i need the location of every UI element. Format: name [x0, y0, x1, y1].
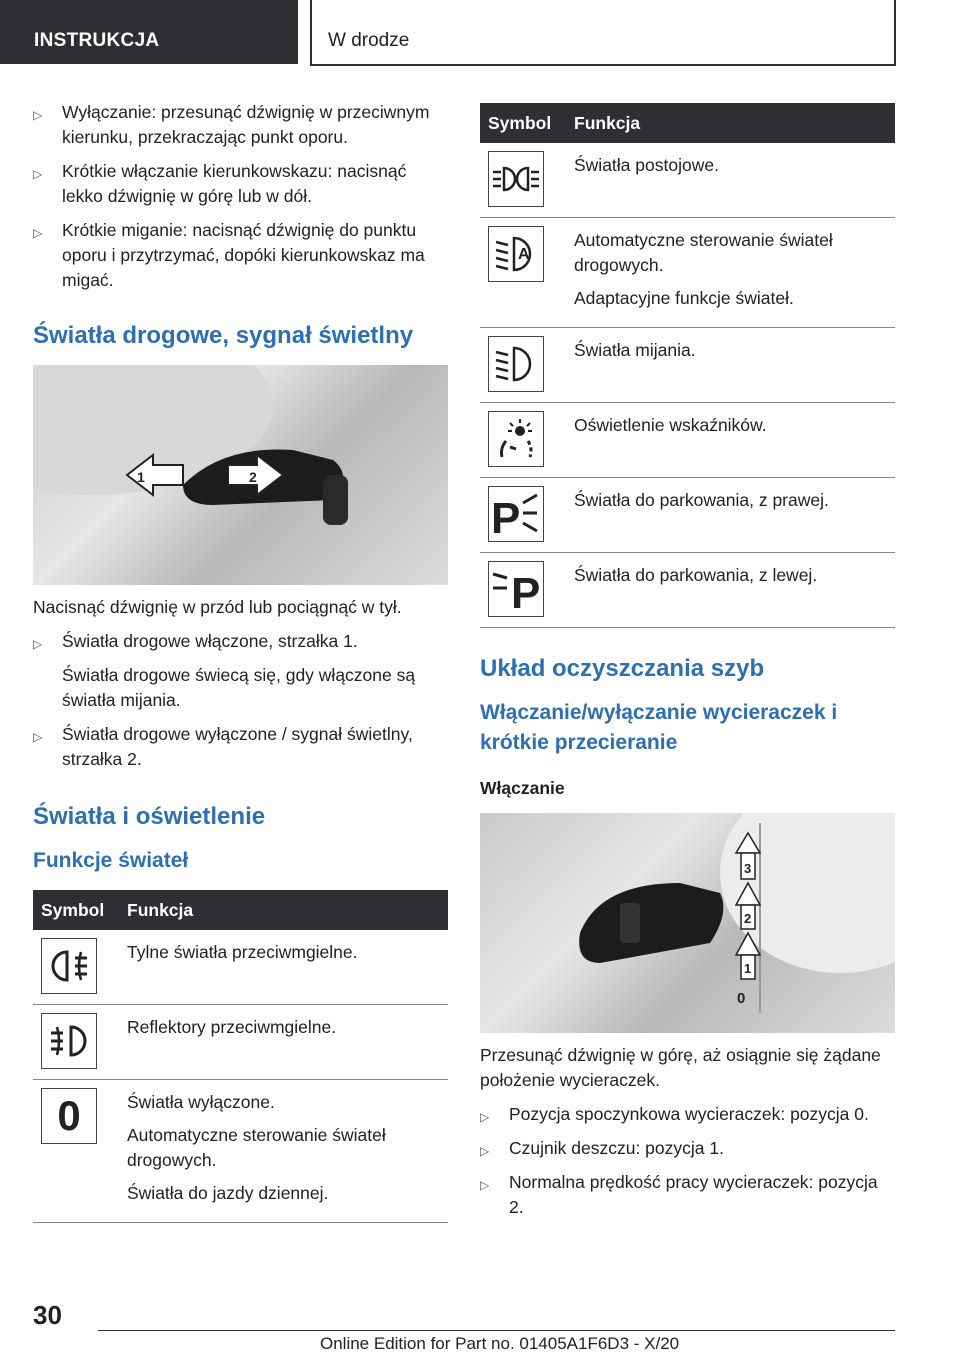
parking-lights-icon [488, 151, 544, 207]
left-column [33, 100, 448, 1223]
wiper-position-label-1: 1 [744, 961, 752, 976]
table-row [33, 1080, 448, 1223]
svg-text:A: A [518, 246, 530, 263]
instrument-lighting-icon [488, 411, 544, 467]
bullet-triangle-icon: ▷ [480, 1144, 490, 1158]
high-beam-lever-photo [33, 365, 448, 585]
list-item: ▷ Światła drogowe włączone, strzałka 1. [33, 629, 448, 654]
function-text: Reflektory przeciwmgielne. [127, 1017, 337, 1037]
paragraph: Światła drogowe świecą się, gdy włączone są światła mijania. [62, 665, 416, 710]
bullet-triangle-icon: ▷ [33, 167, 43, 181]
bullet-triangle-icon: ▷ [33, 226, 43, 240]
auto-headlight-icon [488, 226, 544, 282]
arrow-label-1: 1 [137, 469, 145, 485]
subsection-heading: Włączanie/wyłączanie wycieraczek i krótkie przecieranie [480, 701, 838, 754]
header-chapter-label: W drodze [328, 30, 410, 51]
list-item: ▷ Światła drogowe wyłączone / sygnał świetlny, strzałka 2. [33, 724, 413, 769]
column-header-symbol: Symbol [488, 112, 552, 133]
bullet-triangle-icon: ▷ [480, 1178, 490, 1192]
table-header [33, 890, 448, 930]
list-item: ▷ Krótkie włączanie kierunkowskazu: nacisnąć lekko dźwignię w górę lub w dół. [33, 161, 407, 206]
lights-off-icon: 0 [41, 1088, 97, 1144]
light-functions-table [33, 890, 448, 1223]
function-text: Automatyczne sterowanie świateł drogowych. [574, 230, 833, 275]
bullet-triangle-icon: ▷ [480, 1110, 490, 1124]
arrow-label-2: 2 [249, 469, 257, 485]
function-text: Automatyczne sterowanie świateł drogowych. [127, 1125, 386, 1170]
function-text: Światła do parkowania, z lewej. [574, 565, 818, 585]
section-heading: Światła drogowe, sygnał świetlny [33, 322, 414, 349]
bullet-triangle-icon: ▷ [33, 108, 43, 122]
function-text: Oświetlenie wskaźników. [574, 415, 767, 435]
function-text: Światła wyłączone. [127, 1092, 275, 1112]
function-text: Światła do jazdy dziennej. [127, 1183, 329, 1203]
subsection-heading: Funkcje świateł [33, 849, 189, 872]
function-text: Światła postojowe. [574, 155, 719, 175]
front-fog-light-icon [41, 1013, 97, 1069]
table-header [480, 103, 895, 143]
section-heading: Układ oczyszczania szyb [480, 655, 765, 682]
low-beam-icon [488, 336, 544, 392]
wiper-position-label-3: 3 [744, 861, 752, 876]
paragraph: Przesunąć dźwignię w górę, aż osiągnie się żądane położenie wycieraczek. [480, 1045, 881, 1090]
section-heading: Światła i oświetlenie [33, 803, 266, 830]
svg-text:P: P [491, 494, 521, 539]
svg-text:P: P [511, 569, 541, 614]
parking-right-icon [488, 486, 544, 542]
rear-fog-light-icon [41, 938, 97, 994]
table-row [480, 218, 895, 328]
column-header-symbol: Symbol [41, 899, 105, 920]
column-header-function: Funkcja [574, 112, 641, 133]
header-section-label: INSTRUKCJA [34, 30, 160, 51]
function-text: Światła mijania. [574, 340, 696, 360]
header-chapter-tab [310, 0, 896, 66]
list-item: ▷ Normalna prędkość pracy wycieraczek: pozycja 2. [480, 1172, 878, 1217]
minor-heading: Włączanie [480, 778, 565, 798]
header-section-tab [0, 0, 298, 64]
wiper-position-label-0: 0 [737, 990, 746, 1007]
bullet-triangle-icon: ▷ [33, 637, 43, 651]
function-text: Światła do parkowania, z prawej. [574, 490, 829, 510]
paragraph: Nacisnąć dźwignię w przód lub pociągnąć w tył. [33, 597, 402, 617]
wiper-lever-photo [480, 813, 895, 1033]
parking-left-icon [488, 561, 544, 617]
bullet-triangle-icon: ▷ [33, 730, 43, 744]
footer-edition: Online Edition for Part no. 01405A1F6D3 - X/20 [320, 1334, 680, 1353]
page-number: 30 [33, 1300, 62, 1330]
table-row [480, 478, 895, 553]
wiper-position-label-2: 2 [744, 911, 752, 926]
table-row [33, 930, 448, 1005]
table-row [480, 403, 895, 478]
table-row [480, 328, 895, 403]
table-row [480, 143, 895, 218]
function-text: Tylne światła przeciwmgielne. [127, 942, 358, 962]
list-item: ▷ Krótkie miganie: nacisnąć dźwignię do punktu oporu i przytrzymać, dopóki kierunkowskaz ma migać. [33, 220, 425, 290]
function-text: Adaptacyjne funkcje świateł. [574, 288, 794, 308]
list-item: ▷ Pozycja spoczynkowa wycieraczek: pozycja 0. [480, 1102, 895, 1127]
right-column [480, 103, 895, 1229]
list-item: ▷ Wyłączanie: przesunąć dźwignię w przeciwnym kierunku, przekraczając punkt oporu. [33, 102, 430, 147]
list-item: ▷ Czujnik deszczu: pozycja 1. [480, 1136, 895, 1161]
light-functions-table-continued [480, 103, 895, 628]
footer-divider [98, 1330, 895, 1331]
table-row [480, 553, 895, 628]
column-header-function: Funkcja [127, 899, 194, 920]
table-row [33, 1005, 448, 1080]
